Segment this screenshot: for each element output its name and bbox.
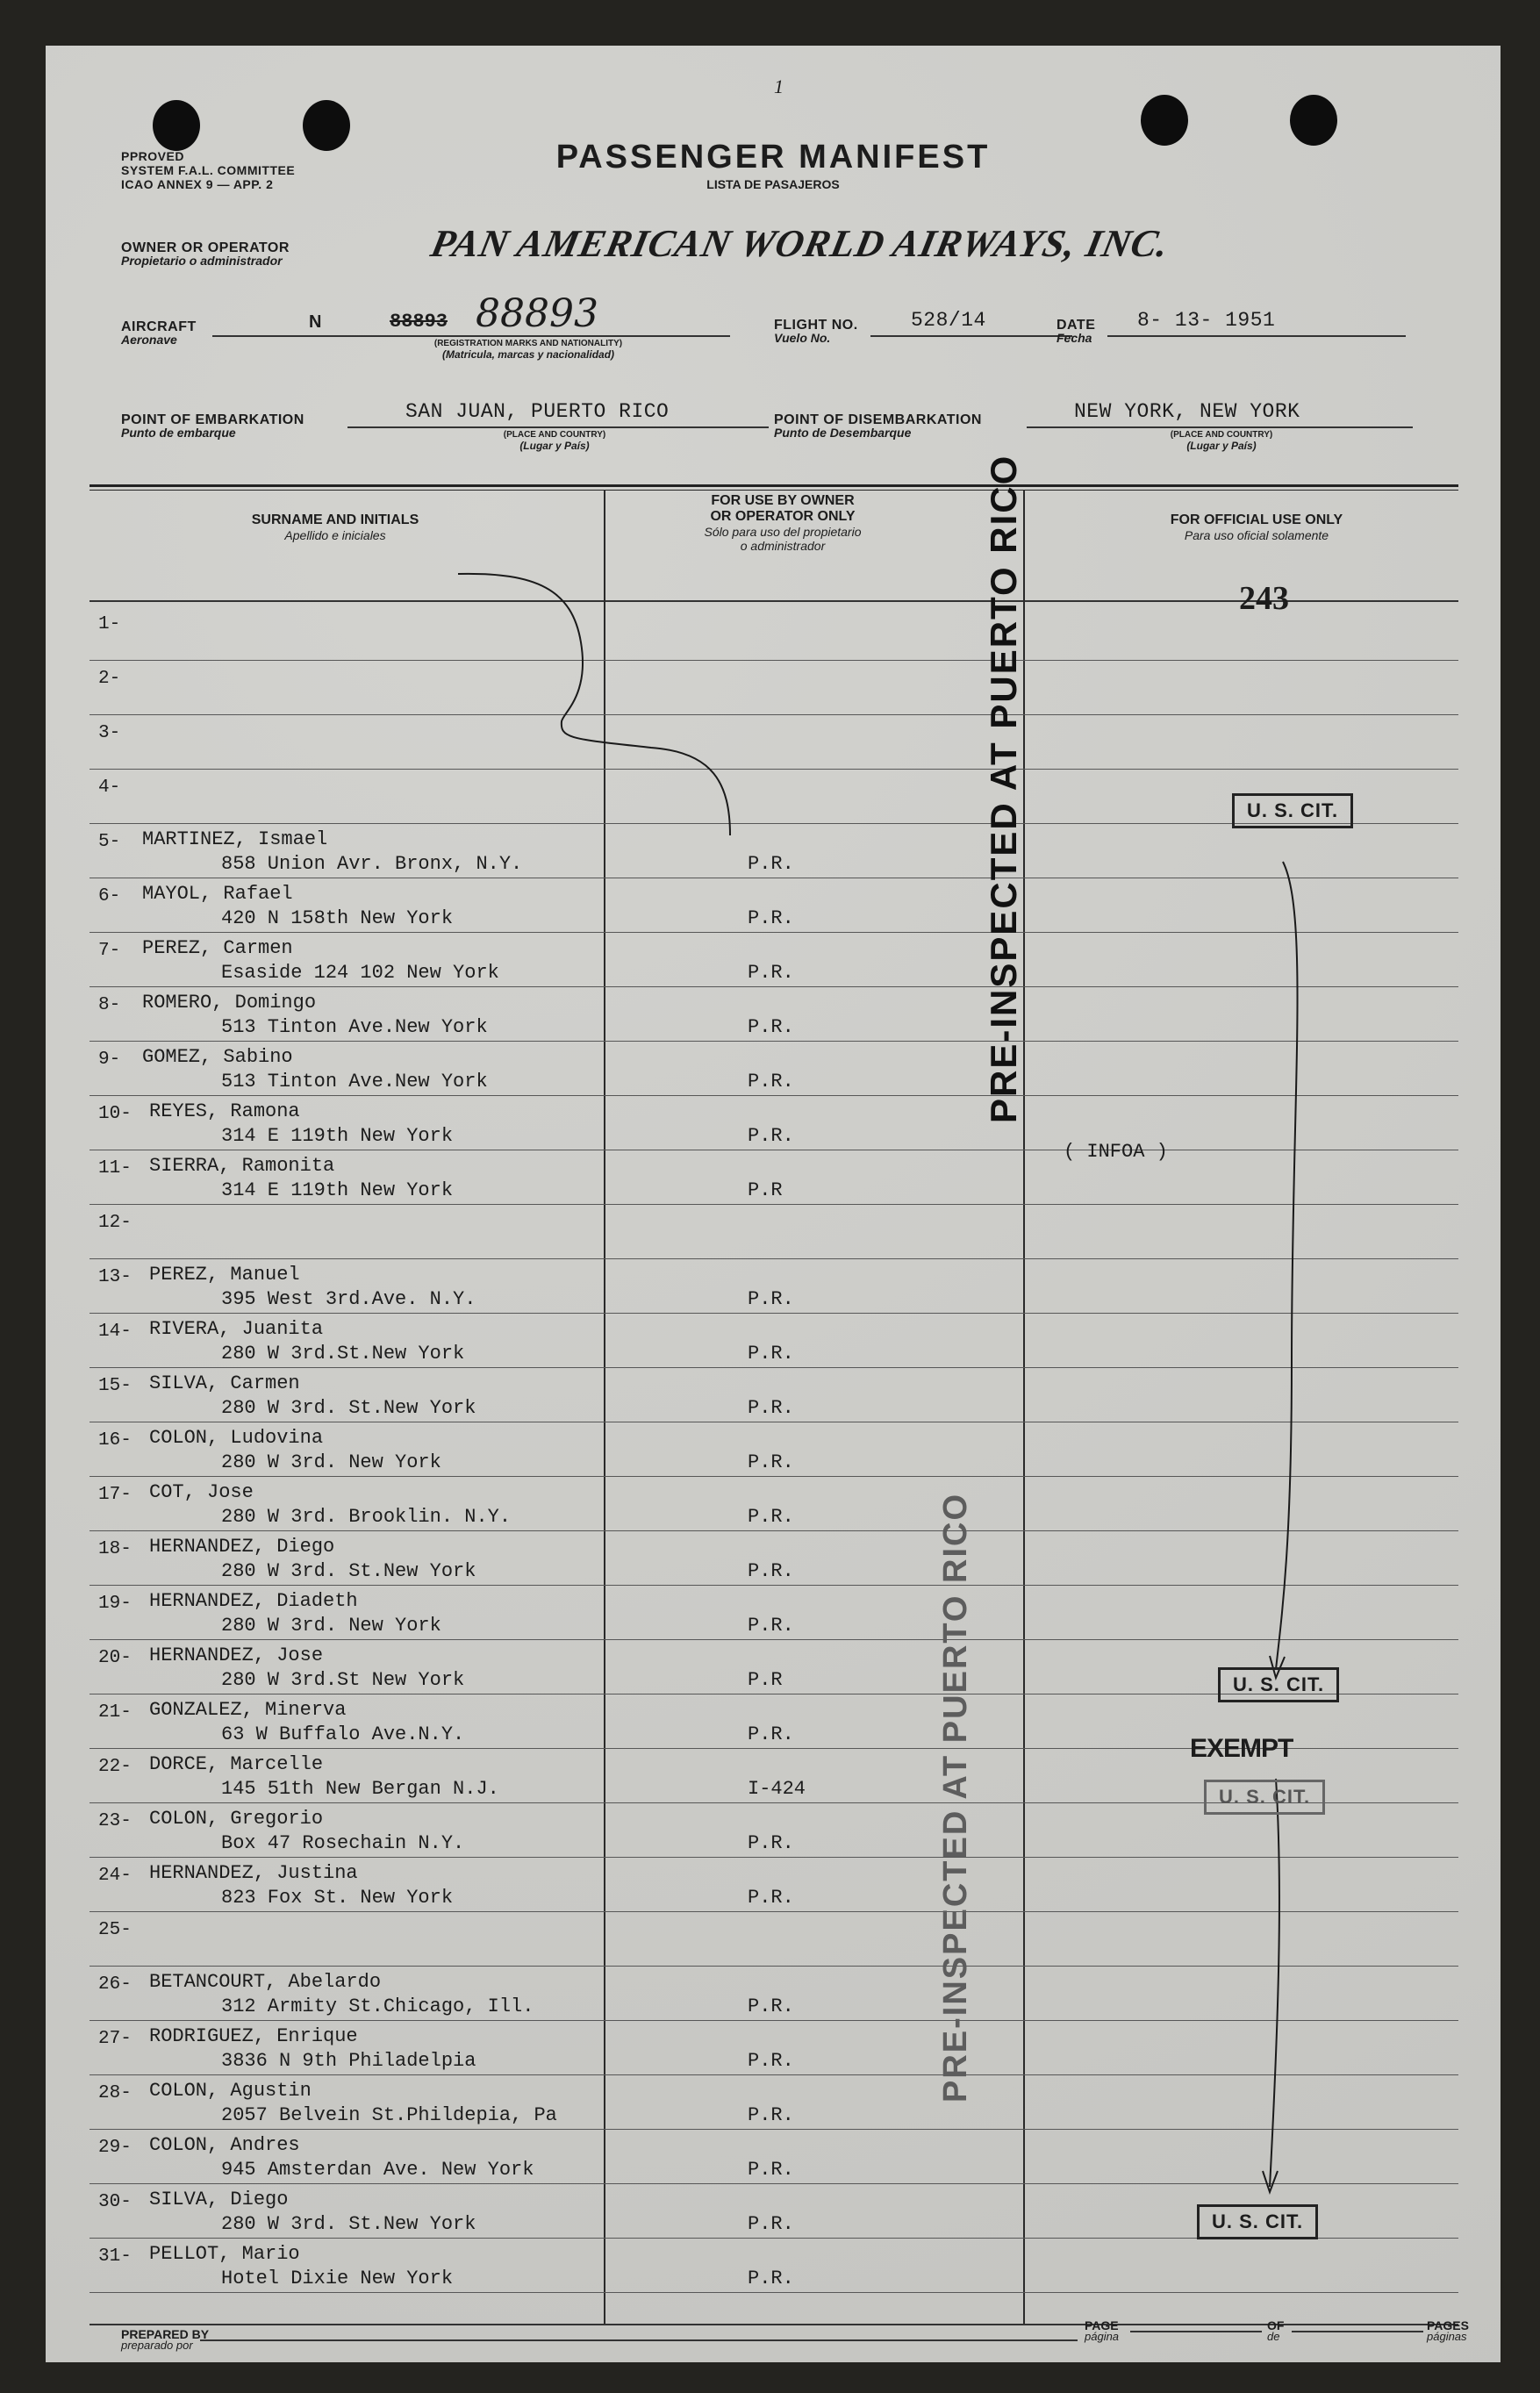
col-header-owner-es2: o administrador [740, 539, 826, 553]
passenger-address: 280 W 3rd. St.New York [221, 1397, 476, 1419]
row-number: 17- [98, 1485, 132, 1505]
embarkation-label: POINT OF EMBARKATION [121, 412, 304, 427]
approval-line: ICAO ANNEX 9 — APP. 2 [121, 177, 274, 191]
manifest-title: PASSENGER MANIFEST [555, 139, 991, 176]
row-number: 24- [98, 1866, 132, 1886]
embarkation-label-es: Punto de embarque [121, 426, 236, 440]
manifest-subtitle: LISTA DE PASAJEROS [706, 177, 840, 191]
col-header-surname-title-es: Apellido e iniciales [284, 528, 386, 542]
owner-use-value: P.R. [748, 1832, 794, 1854]
row-number: 8- [98, 995, 121, 1015]
passenger-address: Esaside 124 102 New York [221, 962, 499, 984]
us-cit-stamp: U. S. CIT. [1218, 1667, 1339, 1702]
date-label: DATE [1057, 318, 1096, 333]
passenger-address: 280 W 3rd. St.New York [221, 2213, 476, 2235]
owner-use-value: P.R. [748, 907, 794, 929]
row-number: 26- [98, 1974, 132, 1995]
of-label: OF [1267, 2318, 1285, 2332]
passenger-name: SIERRA, Ramonita [149, 1155, 335, 1177]
of-block [1267, 2318, 1284, 2343]
passenger-name: RIVERA, Juanita [149, 1318, 324, 1340]
owner-use-value: P.R. [748, 2050, 794, 2072]
passenger-name: MAYOL, Rafael [142, 883, 293, 905]
row-number: 14- [98, 1322, 132, 1342]
owner-use-value: P.R. [748, 1343, 794, 1365]
passenger-name: HERNANDEZ, Diego [149, 1536, 335, 1558]
exempt-stamp: EXEMPT [1190, 1734, 1293, 1763]
passenger-name: REYES, Ramona [149, 1100, 300, 1122]
bracket-path-right [1276, 862, 1298, 1669]
pages-label: PAGES [1427, 2318, 1469, 2332]
pages-label-es: páginas [1427, 2330, 1467, 2343]
owner-use-value: P.R. [748, 1016, 794, 1038]
top-mark: 1 [774, 75, 784, 97]
passenger-address: 823 Fox St. New York [221, 1887, 454, 1909]
reg-label-es: (Matricula, marcas y nacionalidad) [441, 348, 615, 361]
passenger-name: COT, Jose [149, 1481, 254, 1503]
disembarkation-value: NEW YORK, NEW YORK [1074, 400, 1300, 423]
footer-rule [90, 2324, 1458, 2325]
passenger-name: ROMERO, Domingo [142, 992, 317, 1014]
owner-use-value: P.R. [748, 1887, 794, 1909]
pages-block [1427, 2318, 1469, 2343]
bracket-path [458, 574, 730, 835]
passenger-address: 3836 N 9th Philadelpia [221, 2050, 476, 2072]
passenger-name: BETANCOURT, Abelardo [149, 1971, 382, 1993]
passenger-name: DORCE, Marcelle [149, 1753, 324, 1775]
aircraft-label: AIRCRAFT [121, 319, 197, 334]
approval-line: SYSTEM F.A.L. COMMITTEE [121, 163, 296, 177]
col-header-official-title-es: Para uso oficial solamente [1184, 528, 1329, 542]
row-number: 20- [98, 1648, 132, 1668]
handwritten-bracket-line [46, 46, 1501, 2362]
passenger-name: SILVA, Carmen [149, 1372, 300, 1394]
passenger-name: GOMEZ, Sabino [142, 1046, 293, 1068]
row-number: 21- [98, 1702, 132, 1723]
prepared-by-label-es: preparado por [121, 2339, 193, 2352]
row-number: 27- [98, 2029, 132, 2049]
passenger-name: PELLOT, Mario [149, 2243, 300, 2265]
owner-use-value: P.R. [748, 2213, 794, 2235]
owner-label: OWNER OR OPERATOR [121, 240, 290, 255]
row-number: 2- [98, 669, 121, 689]
passenger-name: PEREZ, Manuel [149, 1264, 300, 1286]
col-header-official-title: FOR OFFICIAL USE ONLY [1170, 512, 1343, 527]
passenger-address: 2057 Belvein St.Phildepia, Pa [221, 2104, 557, 2126]
disembarkation-place-label-es: (Lugar y País) [1186, 440, 1257, 452]
col-header-surname-title: SURNAME AND INITIALS [251, 512, 419, 527]
owner-use-value: P.R. [748, 1560, 794, 1582]
embarkation-place-label: (PLACE AND COUNTRY) [503, 430, 606, 440]
owner-use-value: P.R [748, 1179, 783, 1201]
passenger-name: COLON, Andres [149, 2134, 300, 2156]
embarkation-place-label-es: (Lugar y País) [519, 440, 590, 452]
disembarkation-place-label: (PLACE AND COUNTRY) [1170, 430, 1273, 440]
aircraft-number: 88893 [476, 291, 598, 336]
owner-label-es: Propietario o administrador [121, 254, 283, 268]
passenger-address: 145 51th New Bergan N.J. [221, 1778, 499, 1800]
passenger-name: PEREZ, Carmen [142, 937, 293, 959]
passenger-address: Hotel Dixie New York [221, 2268, 454, 2289]
row-number: 19- [98, 1594, 132, 1614]
owner-use-value: P.R. [748, 2159, 794, 2181]
passenger-name: COLON, Gregorio [149, 1808, 324, 1830]
row-number: 25- [98, 1920, 132, 1940]
aircraft-struck-number: 88893 [390, 311, 448, 333]
passenger-address: 858 Union Avr. Bronx, N.Y. [221, 853, 523, 875]
bracket-path-lower [1270, 1779, 1279, 2187]
operator-name: PAN AMERICAN WORLD AIRWAYS, INC. [426, 222, 1173, 265]
passenger-name: GONZALEZ, Minerva [149, 1699, 347, 1721]
passenger-address: 280 W 3rd. New York [221, 1451, 441, 1473]
owner-use-value: P.R. [748, 1071, 794, 1093]
owner-use-value: P.R [748, 1669, 783, 1691]
owner-use-value: P.R. [748, 962, 794, 984]
owner-use-value: P.R. [748, 1451, 794, 1473]
reg-label: (REGISTRATION MARKS AND NATIONALITY) [433, 339, 623, 348]
owner-use-value: P.R. [748, 2104, 794, 2126]
passenger-name: HERNANDEZ, Jose [149, 1644, 324, 1666]
date-value: 8- 13- 1951 [1137, 309, 1276, 332]
row-number: 15- [98, 1376, 132, 1396]
passenger-name: COLON, Agustin [149, 2080, 312, 2102]
col-header-owner-es1: Sólo para uso del propietario [704, 525, 862, 539]
row-number: 9- [98, 1050, 121, 1070]
preinspected-stamp: PRE-INSPECTED AT PUERTO RICO [983, 454, 1024, 1123]
passenger-address: 280 W 3rd. St.New York [221, 1560, 476, 1582]
passenger-address: 314 E 119th New York [221, 1125, 454, 1147]
passenger-address: 280 W 3rd. New York [221, 1615, 441, 1637]
row-number: 7- [98, 941, 121, 961]
prepared-by-block [121, 2327, 209, 2352]
passenger-name: HERNANDEZ, Justina [149, 1862, 358, 1884]
owner-use-value: P.R. [748, 1506, 794, 1528]
passenger-name: RODRIGUEZ, Enrique [149, 2025, 358, 2047]
col-header-owner-line2: OR OPERATOR ONLY [710, 509, 856, 524]
page-label-es: página [1085, 2330, 1120, 2343]
embarkation-value: SAN JUAN, PUERTO RICO [405, 400, 670, 423]
prepared-by-line [200, 2339, 1078, 2341]
flight-label: FLIGHT NO. [774, 318, 858, 333]
page-block [1085, 2318, 1119, 2343]
passenger-name: COLON, Ludovina [149, 1427, 324, 1449]
row-number: 31- [98, 2246, 132, 2267]
us-cit-stamp: U. S. CIT. [1197, 2204, 1318, 2239]
owner-use-value: P.R. [748, 1995, 794, 2017]
page-label: PAGE [1085, 2318, 1119, 2332]
disembarkation-label-es: Punto de Desembarque [774, 426, 912, 440]
of-label-es: de [1267, 2330, 1280, 2343]
owner-use-value: P.R. [748, 2268, 794, 2289]
owner-use-value: I-424 [748, 1778, 806, 1800]
of-line [1292, 2331, 1423, 2332]
passenger-address: 395 West 3rd.Ave. N.Y. [221, 1288, 476, 1310]
passenger-name: MARTINEZ, Ismael [142, 828, 328, 850]
row-number: 28- [98, 2083, 132, 2103]
row-number: 10- [98, 1104, 132, 1124]
passenger-address: 63 W Buffalo Ave.N.Y. [221, 1723, 465, 1745]
aircraft-label-es: Aeronave [121, 333, 177, 347]
row-number: 16- [98, 1430, 132, 1451]
disembarkation-label: POINT OF DISEMBARKATION [774, 412, 982, 427]
date-label-es: Fecha [1057, 331, 1092, 345]
owner-use-value: P.R. [748, 853, 794, 875]
flight-label-es: Vuelo No. [774, 331, 831, 345]
flight-number: 528/14 [911, 309, 986, 332]
row-number: 23- [98, 1811, 132, 1831]
col-header-owner-line1: FOR USE BY OWNER [711, 493, 855, 508]
row-number: 18- [98, 1539, 132, 1559]
row-number: 1- [98, 614, 121, 634]
owner-use-value: P.R. [748, 1615, 794, 1637]
owner-use-value: P.R. [748, 1397, 794, 1419]
approval-line: PPROVED [121, 149, 184, 163]
passenger-address: 312 Armity St.Chicago, Ill. [221, 1995, 534, 2017]
row-number: 5- [98, 832, 121, 852]
row-number: 13- [98, 1267, 132, 1287]
row-number: 11- [98, 1158, 132, 1179]
passenger-name: SILVA, Diego [149, 2189, 289, 2210]
manifest-sheet [46, 46, 1501, 2362]
row-number: 6- [98, 886, 121, 906]
passenger-name: HERNANDEZ, Diadeth [149, 1590, 358, 1612]
passenger-address: 280 W 3rd.St.New York [221, 1343, 465, 1365]
passenger-address: 513 Tinton Ave.New York [221, 1016, 488, 1038]
infoa-note: ( INFOA ) [1064, 1141, 1168, 1163]
official-number: 243 [1239, 580, 1289, 617]
owner-use-value: P.R. [748, 1723, 794, 1745]
owner-use-value: P.R. [748, 1288, 794, 1310]
preinspected-stamp-faded: PRE-INSPECTED AT PUERTO RICO [937, 1492, 974, 2103]
row-number: 12- [98, 1213, 132, 1233]
passenger-address: Box 47 Rosechain N.Y. [221, 1832, 465, 1854]
row-number: 22- [98, 1757, 132, 1777]
passenger-address: 420 N 158th New York [221, 907, 454, 929]
passenger-address: 945 Amsterdan Ave. New York [221, 2159, 534, 2181]
us-cit-stamp-faded: U. S. CIT. [1204, 1780, 1325, 1815]
page-line [1130, 2331, 1262, 2332]
passenger-address: 280 W 3rd. Brooklin. N.Y. [221, 1506, 512, 1528]
passenger-address: 513 Tinton Ave.New York [221, 1071, 488, 1093]
passenger-address: 280 W 3rd.St New York [221, 1669, 465, 1691]
passenger-address: 314 E 119th New York [221, 1179, 454, 1201]
us-cit-stamp: U. S. CIT. [1232, 793, 1353, 828]
row-number: 29- [98, 2138, 132, 2158]
prepared-by-label: PREPARED BY [121, 2327, 210, 2341]
owner-use-value: P.R. [748, 1125, 794, 1147]
row-number: 30- [98, 2192, 132, 2212]
row-number: 3- [98, 723, 121, 743]
aircraft-no-label: N [309, 312, 322, 332]
row-number: 4- [98, 777, 121, 798]
